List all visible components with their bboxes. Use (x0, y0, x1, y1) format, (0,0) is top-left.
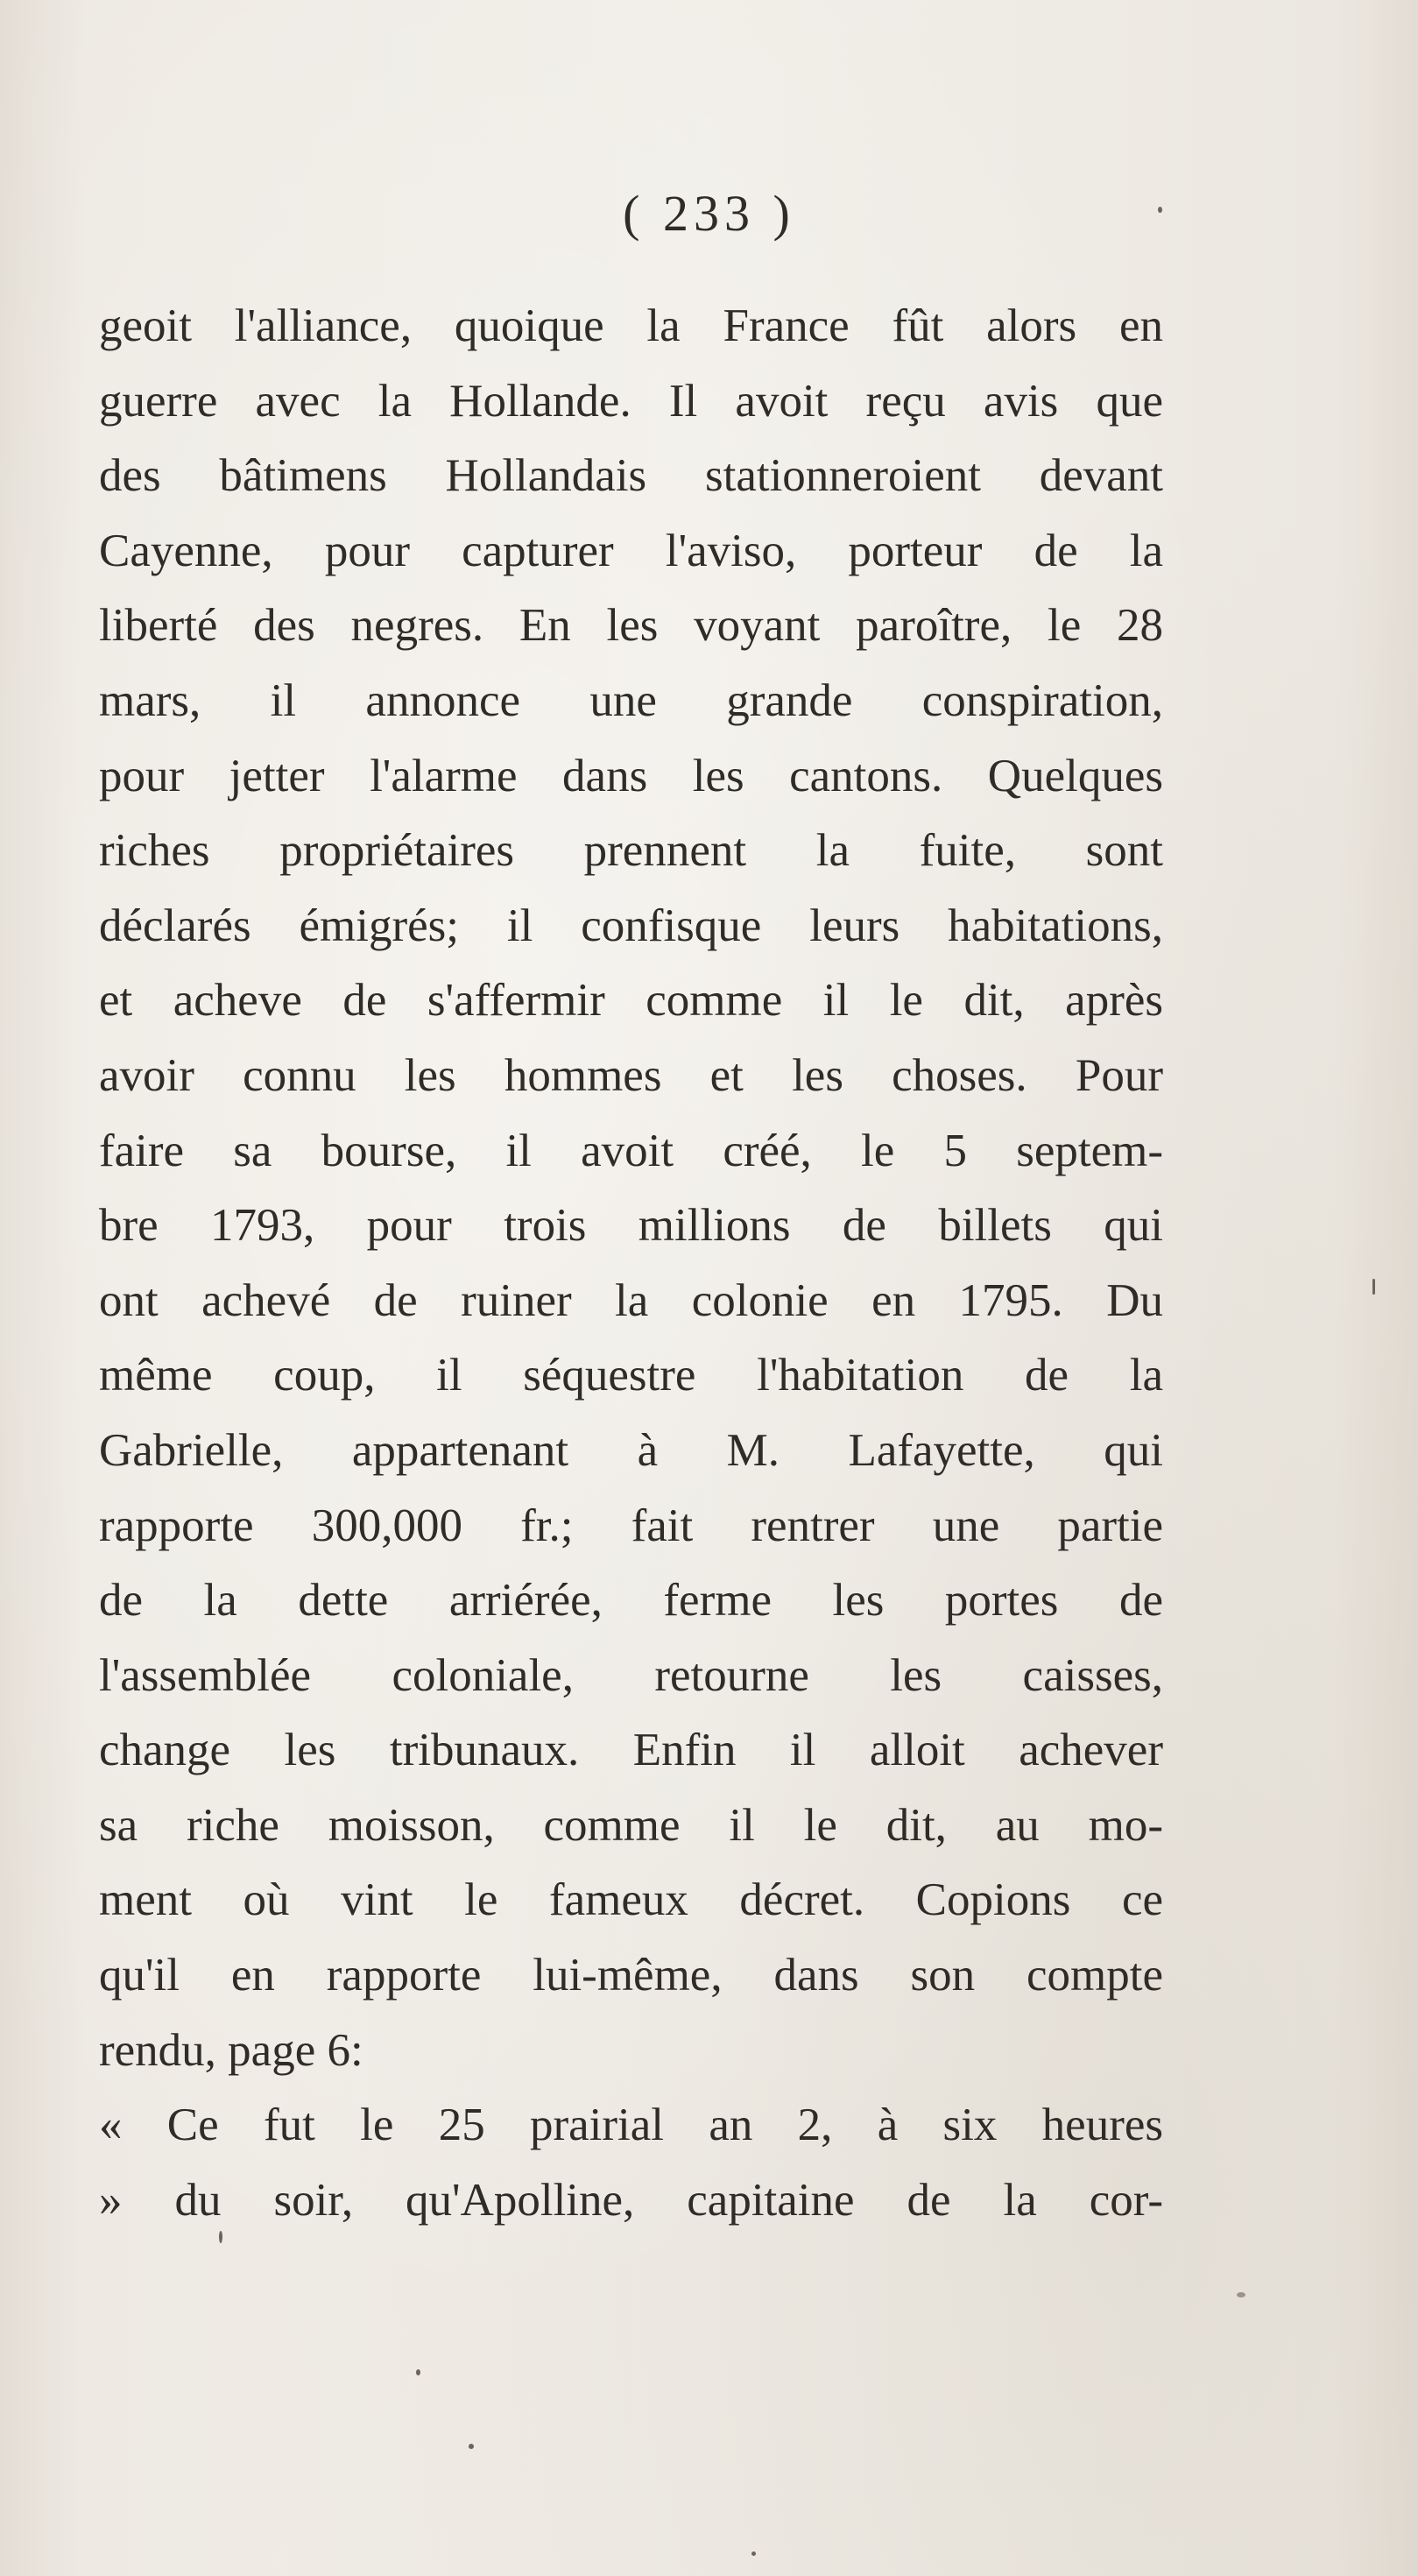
paper-speck (219, 2231, 222, 2243)
text-line: geoit l'alliance, quoique la France fût alors en (99, 300, 1163, 351)
text-line: avoir connu les hommes et les choses. Pour (99, 1049, 1163, 1101)
text-line: Gabrielle, appartenant à M. Lafayette, qui (99, 1424, 1163, 1476)
paper-speck (469, 2444, 474, 2449)
paper-speck (1158, 207, 1162, 213)
quote-line: « Ce fut le 25 prairial an 2, à six heures (99, 2100, 1163, 2151)
text-line: bre 1793, pour trois millions de billets qui (99, 1200, 1163, 1252)
text-line: change les tribunaux. Enfin il alloit achever (99, 1725, 1163, 1776)
text-line: liberté des negres. En les voyant paroître, le 28 (99, 600, 1163, 652)
text-line: rendu, page 6: (99, 2024, 363, 2076)
text-line: rapporte 300,000 fr.; fait rentrer une partie (99, 1500, 1163, 1551)
text-line: sa riche moisson, comme il le dit, au mo- (99, 1799, 1163, 1851)
paper-speck (751, 2551, 756, 2556)
text-line: mars, il annonce une grande conspiration, (99, 674, 1163, 726)
text-line: pour jetter l'alarme dans les cantons. Quelques (99, 750, 1163, 801)
text-line: même coup, il séquestre l'habitation de la (99, 1350, 1163, 1401)
page-number: ( 233 ) (623, 185, 795, 242)
text-line: Cayenne, pour capturer l'aviso, porteur de la (99, 525, 1163, 576)
paper-speck (1372, 1279, 1375, 1295)
paper-speck (416, 2369, 420, 2375)
text-line: déclarés émigrés; il confisque leurs habitations, (99, 900, 1163, 951)
text-line: ment où vint le fameux décret. Copions ce (99, 1874, 1163, 1926)
text-line: riches propriétaires prennent la fuite, sont (99, 825, 1163, 877)
body-text (99, 289, 1163, 2238)
text-line: l'assemblée coloniale, retourne les caisses, (99, 1649, 1163, 1701)
text-line: et acheve de s'affermir comme il le dit, après (99, 975, 1163, 1027)
text-line: qu'il en rapporte lui-même, dans son compte (99, 1950, 1163, 2001)
paper-speck (1237, 2292, 1245, 2297)
text-line: guerre avec la Hollande. Il avoit reçu avis que (99, 375, 1163, 427)
text-line: ont achevé de ruiner la colonie en 1795. Du (99, 1274, 1163, 1326)
quote-line: » du soir, qu'Apolline, capitaine de la cor- (99, 2174, 1163, 2226)
text-line: des bâtimens Hollandais stationneroient devant (99, 450, 1163, 502)
text-line: faire sa bourse, il avoit créé, le 5 septem- (99, 1125, 1163, 1176)
text-line: de la dette arriérée, ferme les portes de (99, 1575, 1163, 1627)
